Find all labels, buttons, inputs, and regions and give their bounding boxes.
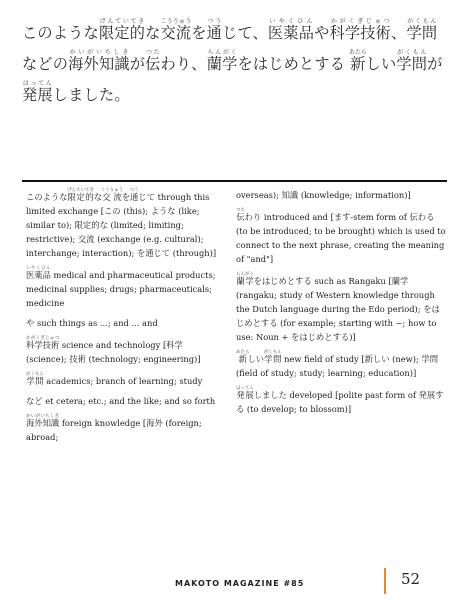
furigana: あたら (348, 49, 367, 56)
vocab-entry (236, 208, 448, 266)
vocab-term (26, 336, 60, 350)
ruby-word (267, 18, 315, 42)
ruby-base: 伝 (236, 212, 245, 222)
vocab-entry (236, 386, 448, 416)
main-passage (22, 18, 452, 111)
vocab-entry (26, 394, 222, 408)
furigana: げんていてき (67, 188, 95, 193)
ruby-base: 海外知識 (26, 418, 60, 428)
ruby-base: 交流 (160, 24, 192, 42)
text-segment: 、 (391, 24, 407, 42)
ruby-word (236, 386, 254, 400)
furigana: がくもん (263, 350, 282, 355)
ruby-base: 医薬品 (26, 270, 51, 280)
ruby-word (26, 414, 60, 428)
text-segment: など (22, 55, 53, 73)
text-segment: じて、 (222, 24, 268, 42)
ruby-base: 通 (129, 192, 139, 202)
ruby-base: 交流 (100, 192, 124, 202)
furigana: いやくひん (26, 266, 51, 271)
ruby-word (67, 188, 95, 202)
ruby-word (100, 188, 124, 202)
ruby-base: 学問 (396, 55, 428, 73)
vocab-term (26, 396, 43, 406)
section-divider (22, 180, 447, 182)
furigana: いやくひん (267, 18, 315, 25)
ruby-word (348, 49, 367, 73)
text-segment: わり (244, 212, 262, 222)
ruby-base: 蘭学 (236, 276, 254, 286)
magazine-name: MAKOTO MAGAZINE #85 (175, 579, 305, 588)
main-paragraph (22, 18, 452, 111)
vocab-definition: through this limited exchange [この (this); ような (like; similar to); 限定的な (limited; limiting; restrictive); 交流 (exchange (e.g. cultural); interchange; interaction); を通じて (through)] (26, 192, 217, 258)
ruby-base: 科学技術 (329, 24, 392, 42)
ruby-word (26, 372, 44, 386)
vocab-entry (236, 188, 448, 202)
ruby-base: 限定的 (67, 192, 95, 202)
text-segment: を (191, 24, 207, 42)
text-segment: や (26, 318, 35, 328)
text-segment: の (52, 55, 69, 73)
ruby-word (396, 49, 428, 73)
vocab-term (236, 208, 262, 222)
vocab-term (26, 372, 44, 386)
ruby-base: 新 (348, 55, 367, 73)
ruby-base: 海外知識 (68, 55, 130, 73)
vocab-term (26, 266, 51, 280)
text-segment: や (314, 24, 330, 42)
ruby-word (206, 18, 223, 42)
furigana: げんていてき (98, 18, 146, 25)
text-segment: このような (26, 192, 68, 202)
vocab-entry (26, 316, 222, 330)
furigana: あたら (236, 350, 250, 355)
vocab-column-right (236, 188, 448, 422)
vocab-definition: such things as ...; and ... and (36, 318, 158, 328)
vocab-entry (236, 272, 448, 344)
vocab-entry (26, 188, 222, 260)
furigana: つう (129, 188, 139, 193)
vocab-definition: developed [polite past form of 発展する (to develop; to blossom)] (236, 390, 444, 414)
text-segment: このような (22, 24, 99, 42)
furigana: つた (236, 208, 245, 213)
text-segment: しい (247, 354, 265, 364)
text-segment: な (145, 24, 161, 42)
ruby-base: 発展 (236, 390, 254, 400)
vocab-definition: foreign knowledge [海外 (foreign; abroad; (26, 418, 202, 442)
furigana: かいがいちしき (26, 414, 60, 419)
furigana: かいがいちしき (68, 49, 130, 56)
furigana: かがくぎじゅつ (26, 336, 60, 341)
ruby-base: 発展 (22, 86, 53, 104)
ruby-base: 限定的 (98, 24, 146, 42)
vocab-entry (26, 414, 222, 444)
furigana: はってん (22, 80, 53, 87)
ruby-word (236, 350, 250, 364)
text-segment: しました。 (52, 86, 130, 104)
furigana: らんがく (236, 272, 254, 277)
ruby-base: 学問 (406, 24, 438, 42)
vocab-definition: such as Rangaku [蘭学 (rangaku; study of Western knowledge through the Dutch language during the Edo period); をはじめとする (for example; starting with ~; how to use: Noun + をはじめとする)] (236, 276, 440, 342)
furigana: らんがく (206, 49, 238, 56)
ruby-base: 蘭学 (206, 55, 238, 73)
vocab-entry (26, 266, 222, 310)
text-segment: が (427, 55, 443, 73)
vocab-term (26, 188, 155, 202)
vocab-entry (236, 350, 448, 380)
ruby-word (26, 266, 51, 280)
ruby-word (26, 336, 60, 350)
text-segment: が (129, 55, 146, 73)
furigana: かがくぎじゅつ (329, 18, 392, 25)
text-segment: をはじめとする (237, 55, 351, 73)
text-segment: をはじめとする (253, 276, 312, 286)
vocab-column-left (26, 188, 222, 450)
vocab-definition: et cetera; etc.; and the like; and so forth (45, 396, 216, 406)
furigana: がくもん (406, 18, 438, 25)
ruby-base: 通 (206, 24, 223, 42)
text-segment: じて (138, 192, 155, 202)
furigana: がくもん (26, 372, 44, 377)
page-footer (0, 568, 470, 608)
ruby-word (68, 49, 130, 73)
ruby-word (236, 272, 254, 286)
vocab-definition: new field of study [新しい (new); 学問 (field of study; study; learning; education)] (236, 354, 438, 378)
vocab-entry (26, 336, 222, 366)
ruby-word (145, 49, 161, 73)
ruby-word (236, 208, 245, 222)
vocab-definition: introduced and [ます-stem form of 伝わる (to be introduced; to be brought) which is used to connect to the next phrase, creating the meaning of "and"] (236, 212, 446, 264)
vocab-entry (26, 372, 222, 388)
furigana: つた (145, 49, 161, 56)
vocab-definition: academics; branch of learning; study (46, 376, 203, 386)
vocab-term (26, 414, 60, 428)
ruby-base: 学問 (26, 376, 44, 386)
furigana: こうりゅう (100, 188, 124, 193)
ruby-word (160, 18, 192, 42)
vocab-term (236, 272, 312, 286)
furigana: はってん (236, 386, 254, 391)
text-segment: しました (253, 390, 287, 400)
text-segment: を (121, 192, 130, 202)
ruby-base: 伝 (145, 55, 161, 73)
furigana: がくもん (396, 49, 428, 56)
ruby-base: 学問 (263, 354, 282, 364)
ruby-word (263, 350, 282, 364)
ruby-word (22, 80, 53, 104)
ruby-word (98, 18, 146, 42)
text-segment: わり、 (160, 55, 207, 73)
ruby-base: 科学技術 (26, 340, 60, 350)
text-segment: しい (365, 55, 397, 73)
ruby-word (406, 18, 438, 42)
ruby-word (329, 18, 392, 42)
page-number: 52 (401, 570, 421, 588)
furigana: こうりゅう (160, 18, 192, 25)
vocab-definition: overseas); 知識 (knowledge; information)] (236, 190, 411, 200)
ruby-word (206, 49, 238, 73)
furigana: つう (206, 18, 223, 25)
vocab-term (236, 350, 282, 364)
vocab-definition: medical and pharmaceutical products; medicinal supplies; drugs; pharmaceuticals; medicine (26, 270, 216, 308)
text-segment: など (26, 396, 43, 406)
ruby-base: 医薬品 (267, 24, 315, 42)
vocab-definition: science and technology [科学 (science); 技術 (technology; engineering)] (26, 340, 201, 364)
accent-bar (384, 568, 386, 594)
vocab-term (236, 386, 287, 400)
vocab-term (26, 318, 34, 328)
text-segment: な (93, 192, 103, 202)
ruby-base: 新 (236, 354, 250, 364)
